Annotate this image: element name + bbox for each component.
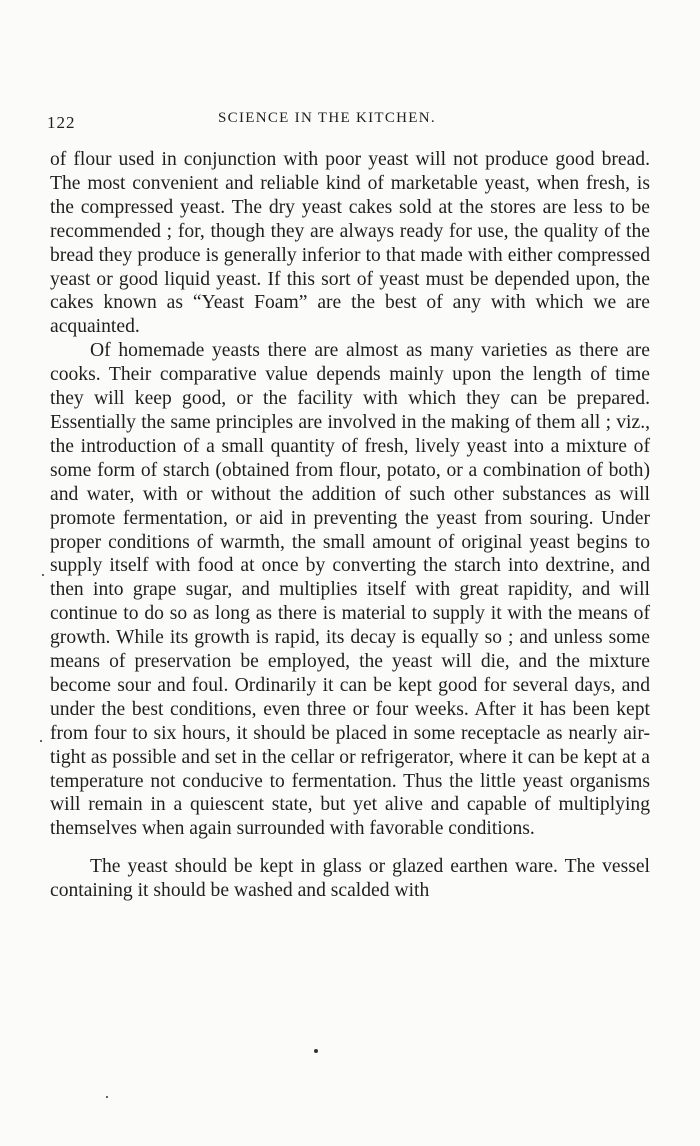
print-speck	[106, 1096, 108, 1098]
print-speck	[40, 740, 42, 742]
body-text	[50, 148, 650, 903]
print-speck	[314, 1049, 318, 1053]
paragraph: Of homemade yeasts there are almost as many varieties as there are cooks. Their comparative value depends mainly upon the length of time they will keep good, or the facility with which they can be prepared. Essentially the same principles are involved in the making of them all ; viz., the introduction of a small quantity of fresh, lively yeast into a mixture of some form of starch (obtained from flour, potato, or a combination of both) and water, with or without the addition of such other substances as will promote fermentation, or aid in preventing the yeast from souring. Under proper conditions of warmth, the small amount of original yeast begins to supply itself with food at once by converting the starch into dextrine, and then into grape sugar, and multiplies itself with great rapidity, and will continue to do so as long as there is material to supply it with the means of growth. While its growth is rapid, its decay is equally so ; and unless some means of preservation be employed, the yeast will die, and the mixture become sour and foul. Ordinarily it can be kept good for several days, and under the best conditions, even three or four weeks. After it has been kept from four to six hours, it should be placed in some receptacle as nearly air-tight as possible and set in the cellar or refrigerator, where it can be kept at a temperature not conducive to fermentation. Thus the little yeast organisms will remain in a quiescent state, but yet alive and capable of multiplying themselves when again surrounded with favorable conditions.	[50, 340, 650, 840]
paragraph: of flour used in conjunction with poor yeast will not produce good bread. The most convenient and reliable kind of marketable yeast, when fresh, is the compressed yeast. The dry yeast cakes sold at the stores are less to be recommended ; for, though they are always ready for use, the quality of the bread they produce is generally inferior to that made with either compressed yeast or good liquid yeast. If this sort of yeast must be depended upon, the cakes known as “Yeast Foam” are the best of any with which we are acquainted.	[50, 149, 650, 338]
running-title: SCIENCE IN THE KITCHEN.	[218, 110, 436, 126]
paragraph: The yeast should be kept in glass or glazed earthen ware. The vessel containing it should be washed and scalded with	[50, 856, 650, 902]
page-number: 122	[47, 113, 76, 132]
print-speck	[42, 574, 44, 576]
